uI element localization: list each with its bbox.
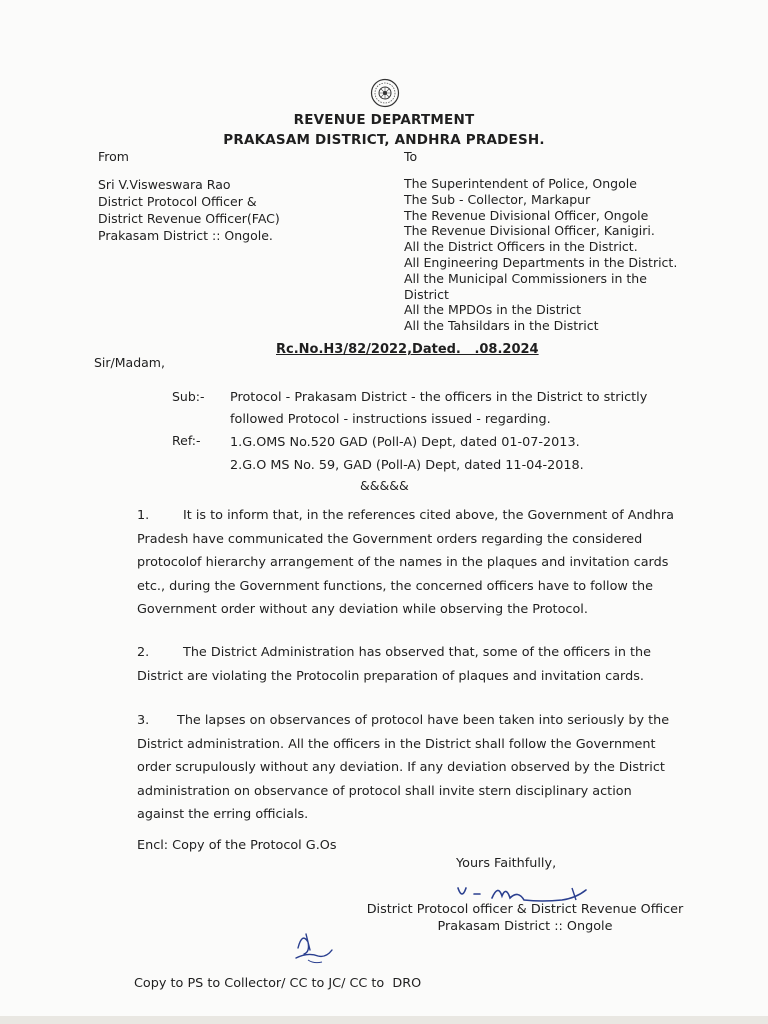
paragraph-number: 3. (137, 713, 150, 728)
recipient-line: The Revenue Divisional Officer, Ongole (404, 207, 649, 223)
paragraph-line: It is to inform that, in the references cited above, the Government of Andhra (183, 508, 674, 523)
sender-block (98, 176, 280, 244)
recipient-line: All the MPDOs in the District (404, 302, 581, 318)
reference-item: 2.G.O MS No. 59, GAD (Poll-A) Dept, dated 11-04-2018. (230, 458, 584, 473)
paragraph-line: The District Administration has observed that, some of the officers in the (183, 645, 652, 660)
recipient-line: All the District Officers in the District. (404, 239, 638, 255)
references-list (230, 431, 584, 477)
initials-mark (288, 928, 336, 968)
recipient-line: The Superintendent of Police, Ongole (404, 176, 637, 191)
paragraph-line: Government order without any deviation while observing the Protocol. (137, 602, 588, 617)
subject-line: Protocol - Prakasam District - the officers in the District to strictly (230, 390, 648, 405)
paragraph-line: against the erring officials. (137, 807, 309, 822)
reference-item: 1.G.OMS No.520 GAD (Poll-A) Dept, dated 01-07-2013. (230, 435, 580, 450)
signatory-block (360, 901, 690, 935)
paragraph-line: etc., during the Government functions, the concerned officers have to follow the (137, 578, 653, 594)
state-emblem-icon (370, 78, 400, 108)
subject-text (230, 387, 647, 430)
enclosure-note: Encl: Copy of the Protocol G.Os (137, 838, 337, 853)
paragraph-1 (137, 504, 697, 622)
sender-line: District Revenue Officer(FAC) (98, 211, 280, 226)
paragraph-line: The lapses on observances of protocol have been taken into seriously by the (177, 713, 670, 728)
paragraph-line: Pradesh have communicated the Government orders regarding the considered (137, 531, 643, 547)
signatory-designation: District Protocol officer & District Revenue Officer (366, 902, 684, 917)
paragraph-2 (137, 641, 697, 688)
paragraph-line: administration on observance of protocol shall invite stern disciplinary action (137, 783, 632, 799)
salutation: Sir/Madam, (94, 355, 165, 370)
reference-number: Rc.No.H3/82/2022,Dated. .08.2024 (276, 342, 539, 357)
from-label: From (98, 149, 129, 164)
recipient-line: All the Municipal Commissioners in the (404, 270, 647, 286)
paragraph-line: District administration. All the officers in the District shall follow the Government (137, 736, 656, 752)
recipient-line: All Engineering Departments in the District. (404, 254, 678, 270)
paragraph-3 (137, 709, 697, 827)
to-label: To (404, 149, 418, 164)
closing: Yours Faithfully, (456, 856, 557, 871)
paragraph-line: District are violating the Protocolin preparation of plaques and invitation cards. (137, 668, 644, 684)
recipient-line: All the Tahsildars in the District (404, 318, 599, 334)
subject-line: followed Protocol - instructions issued - regarding. (230, 411, 551, 427)
section-separator: &&&&& (360, 478, 409, 493)
district-title: PRAKASAM DISTRICT, ANDHRA PRADESH. (223, 132, 545, 148)
sender-line: Prakasam District :: Ongole. (98, 228, 273, 243)
page-bottom-edge (0, 1016, 768, 1024)
sender-line: Sri V.Visweswara Rao (98, 177, 231, 192)
subject-label: Sub:- (172, 389, 205, 404)
department-title: REVENUE DEPARTMENT (293, 112, 475, 128)
paragraph-line: protocolof hierarchy arrangement of the names in the plaques and invitation cards (137, 555, 669, 570)
copy-to-line: Copy to PS to Collector/ CC to JC/ CC to DRO (134, 976, 422, 991)
sender-line: District Protocol Officer & (98, 194, 257, 209)
recipient-line: District (404, 286, 449, 302)
recipient-block (404, 176, 677, 334)
signatory-office: Prakasam District :: Ongole (437, 919, 613, 934)
recipient-line: The Revenue Divisional Officer, Kanigiri. (404, 223, 655, 239)
references-label: Ref:- (172, 433, 201, 448)
paragraph-number: 1. (137, 508, 150, 523)
paragraph-line: order scrupulously without any deviation. If any deviation observed by the District (137, 760, 665, 775)
paragraph-number: 2. (137, 645, 150, 660)
recipient-line: The Sub - Collector, Markapur (404, 191, 591, 207)
